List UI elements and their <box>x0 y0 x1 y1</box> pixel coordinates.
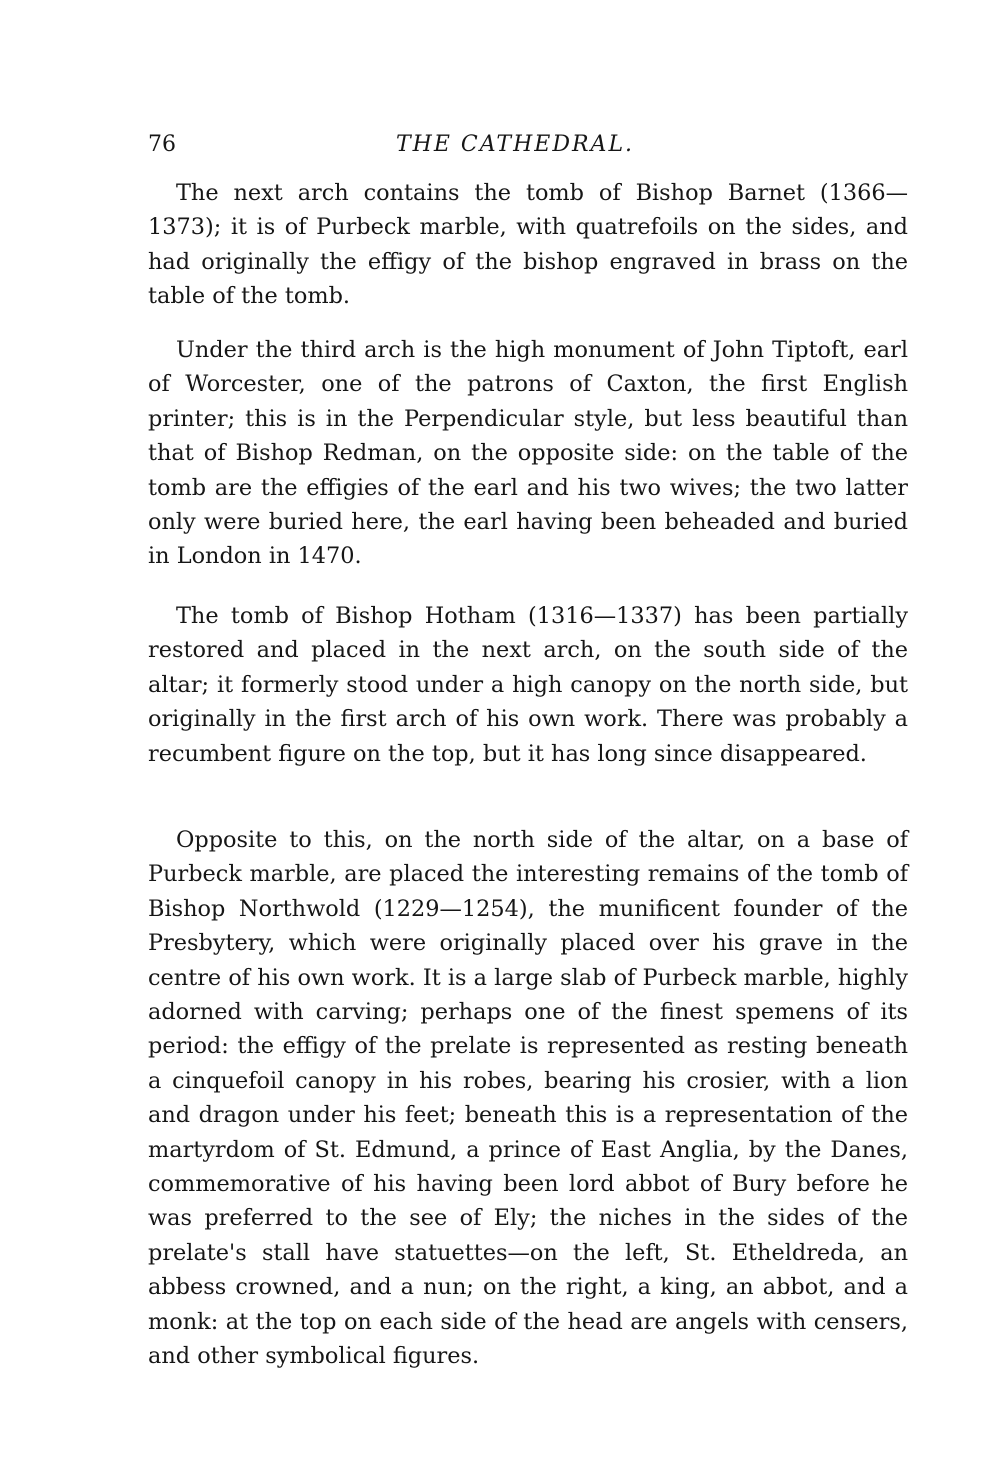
paragraph-northwold-tomb: Opposite to this, on the north side of the altar, on a base of Purbeck marble, are placed the interesting remains of the tomb of Bishop Northwold (1229—1254), the munificent founder of the Presbytery, which were originally placed over his grave in the centre of his own work. It is a large slab of Purbeck marble, highly adorned with carving; perhaps one of the finest spemens of its period: the effigy of the prelate is represented as resting beneath a cinquefoil canopy in his robes, bearing his crosier, with a lion and dragon under his feet; beneath this is a representation of the martyrdom of St. Edmund, a prince of East Anglia, by the Danes, commemorative of his having been lord abbot of Bury before he was preferred to the see of Ely; the niches in the sides of the prelate's stall have statuettes—on the left, St. Etheldreda, an abbess crowned, and a nun; on the right, a king, an abbot, and a monk: at the top on each side of the head are angels with censers, and other symbolical figures. <box>148 827 908 1370</box>
paragraph-barnet-tomb: The next arch contains the tomb of Bishop Barnet (1366—1373); it is of Purbeck marble, with quatrefoils on the sides, and had originally the effigy of the bishop engraved in brass on the table of the tomb. <box>148 180 908 310</box>
paragraph-tiptoft-monument: Under the third arch is the high monument of John Tiptoft, earl of Worcester, one of the patrons of Caxton, the first English printer; this is in the Perpendicular style, but less beautiful than that of Bishop Redman, on the opposite side: on the table of the tomb are the effigies of the earl and his two wives; the two latter only were buried here, the earl having been beheaded and buried in London in 1470. <box>148 337 908 570</box>
paragraph-hotham-tomb: The tomb of Bishop Hotham (1316—1337) has been partially restored and placed in the next arch, on the south side of the altar; it formerly stood under a high canopy on the north side, but originally in the first arch of his own work. There was probably a recumbent figure on the top, but it has long since disappeared. <box>148 603 908 767</box>
running-title: THE CATHEDRAL. <box>396 132 635 157</box>
page-number: 76 <box>148 132 176 157</box>
page-header <box>148 128 908 162</box>
